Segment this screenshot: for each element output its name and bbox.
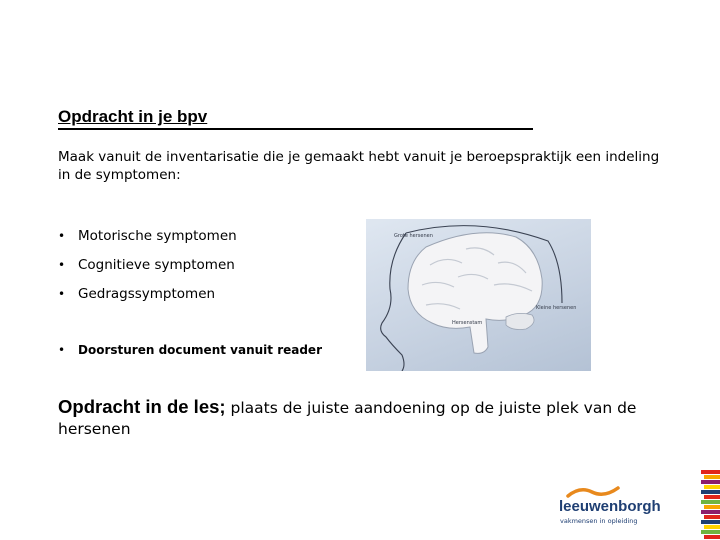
color-stripe (704, 505, 720, 509)
color-stripe (704, 515, 720, 519)
logo-name: leeuwenborgh (559, 498, 661, 515)
bullet-marker: • (58, 343, 66, 357)
color-stripe (701, 490, 720, 494)
lesson-title: Opdracht in de les; (58, 396, 226, 417)
color-stripe (701, 500, 720, 504)
reader-instruction (58, 340, 322, 360)
color-stripe (701, 470, 720, 474)
color-stripe (701, 530, 720, 534)
color-stripe (704, 475, 720, 479)
logo-tagline: vakmensen in opleiding (560, 517, 638, 525)
lesson-text: plaats de juiste aandoening op de juiste plek van de hersenen (58, 399, 637, 438)
color-stripe (704, 535, 720, 539)
label-brainstem: Hersenstam (452, 320, 483, 326)
color-stripe (701, 520, 720, 524)
brain-illustration (366, 219, 591, 371)
color-stripe (704, 495, 720, 499)
color-stripes (701, 470, 720, 540)
list-item-text: Cognitieve symptomen (78, 257, 235, 273)
list-item (58, 255, 237, 284)
leeuwenborgh-logo (556, 485, 660, 527)
list-item-text: Gedragssymptomen (78, 286, 216, 302)
bullet-marker: • (58, 229, 66, 243)
intro-paragraph: Maak vanuit de inventarisatie die je gemaakt hebt vanuit je beroepspraktijk een indeling in de symptomen: (58, 149, 660, 183)
list-item (58, 284, 237, 313)
lesson-assignment (58, 396, 658, 440)
list-item-text: Motorische symptomen (78, 228, 237, 244)
label-large-brain: Grote hersenen (394, 233, 433, 239)
list-item (58, 226, 237, 255)
color-stripe (704, 525, 720, 529)
logo-swoosh-icon (566, 485, 626, 499)
slide-title: Opdracht in je bpv (58, 105, 533, 130)
color-stripe (704, 485, 720, 489)
brain-drawing (366, 219, 591, 371)
symptom-list (58, 226, 237, 313)
label-cerebellum: Kleine hersenen (536, 305, 577, 311)
color-stripe (701, 480, 720, 484)
reader-instruction-text: Doorsturen document vanuit reader (78, 343, 322, 357)
bullet-marker: • (58, 258, 66, 272)
color-stripe (701, 510, 720, 514)
bullet-marker: • (58, 287, 66, 301)
